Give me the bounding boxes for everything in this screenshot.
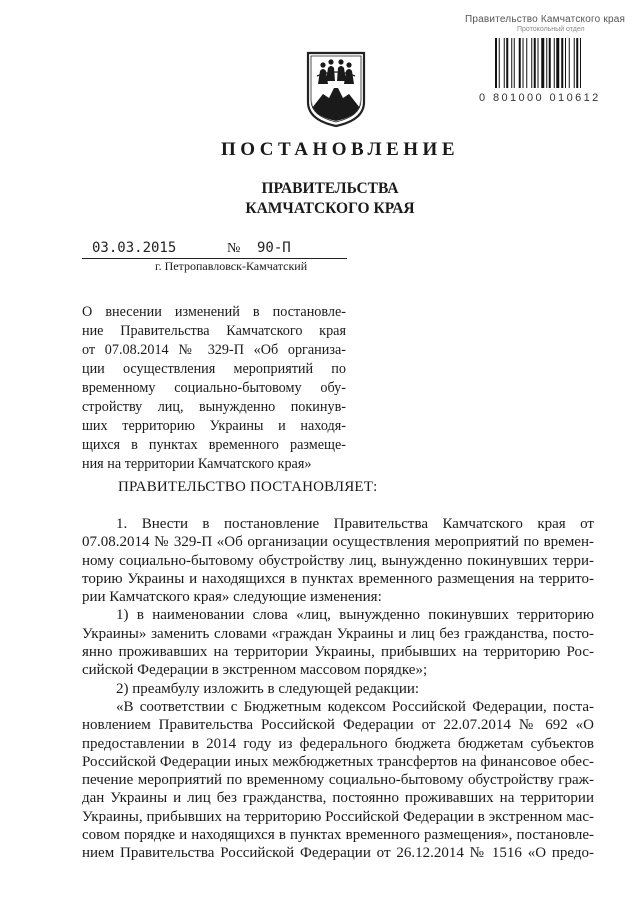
barcode-bar	[526, 38, 527, 88]
issuer-line-2: КАМЧАТСКОГО КРАЯ	[245, 200, 415, 217]
subject-line: ние Правительства Камчатского края	[82, 323, 346, 339]
body-line: Украины» заменить словами «граждан Украины и лиц без гражданства, посто-	[82, 625, 594, 642]
barcode-bar	[523, 38, 524, 88]
subject-line: ния на территории Камчатского края»	[82, 456, 312, 472]
date-number-line	[82, 240, 347, 259]
body-line: «В соответствии с Бюджетным кодексом Российской Федерации, поста-	[116, 698, 594, 715]
barcode-bar	[561, 38, 563, 88]
body-line: Российской Федерации иных межбюджетных трансфертов на финансовое обес-	[82, 753, 594, 770]
barcode-bar	[565, 38, 566, 88]
number-sign: №	[227, 241, 241, 256]
subject-line: щихся в пунктах временного размеще-	[82, 437, 346, 453]
barcode-bar	[495, 38, 497, 88]
city: г. Петропавловск-Камчатский	[155, 259, 308, 273]
subject-line: от 07.08.2014 № 329-П «Об организа-	[82, 342, 346, 358]
barcode-bar	[546, 38, 547, 88]
subject-line: временному социально-бытовому обу-	[82, 380, 346, 396]
body-line: новлением Правительства Российской Федерации от 22.07.2014 № 692 «О	[82, 717, 594, 734]
barcode-bar	[519, 38, 521, 88]
registration-stamp	[465, 14, 635, 104]
body-line: ному социально-бытовому обустройству лиц, вынужденно покинувших терри-	[82, 552, 594, 569]
body-line: совом порядке и находящихся в пунктах временного размещения», постановле-	[82, 827, 594, 844]
barcode-bar	[511, 38, 512, 88]
body-line: 2) преамбулу изложить в следующей редакции:	[116, 680, 420, 697]
subject-line: ции осуществления мероприятий по	[82, 361, 346, 377]
subject-line: ших территорию Украины и находя-	[82, 418, 346, 434]
body-line: янно проживавших на территории Украины, прибывших на территорию Рос-	[82, 644, 594, 661]
barcode-bar	[514, 38, 515, 88]
document-title: ПОСТАНОВЛЕНИЕ	[220, 139, 460, 160]
stamp-sub: Протокольный отдел	[517, 26, 585, 33]
body-line: 1) в наименовании слова «лиц, вынужденно покинувших территорию	[116, 607, 594, 624]
barcode-bar	[549, 38, 551, 88]
body-line: предоставлении в 2014 году из федерального бюджета бюджетам субъектов	[82, 735, 594, 752]
barcode-bar	[499, 38, 500, 88]
barcode-bar	[531, 38, 532, 88]
subject-line: стройству лиц, вынужденно покинув-	[82, 399, 346, 415]
barcode-bar	[556, 38, 559, 88]
barcode-bar	[506, 38, 508, 88]
barcode-bar	[576, 38, 578, 88]
body-line: сийской Федерации в экстренном массовом порядке»;	[82, 662, 428, 679]
barcode	[495, 38, 610, 88]
barcode-bar	[534, 38, 536, 88]
barcode-bar	[569, 38, 570, 88]
body-line: 07.08.2014 № 329-П «Об организации осуществления мероприятий по времен-	[82, 534, 594, 551]
barcode-bar	[504, 38, 505, 88]
document-body	[82, 515, 594, 863]
document-number: 90-П	[257, 240, 291, 256]
barcode-bar	[580, 38, 581, 88]
document-subject	[82, 303, 346, 474]
stamp-org: Правительство Камчатского края	[465, 14, 626, 25]
document-date: 03.03.2015	[92, 240, 177, 256]
body-line: 1. Внести в постановление Правительства Камчатского края от	[116, 516, 594, 532]
kamchatka-coat-of-arms-icon	[305, 50, 367, 128]
barcode-bar	[538, 38, 539, 88]
body-line: Украины, прибывших на территорию Российской Федерации в экстренном мас-	[82, 808, 594, 825]
body-line: печение мероприятий по временному социально-бытовому обустройству граж-	[82, 772, 594, 789]
body-line: нием Правительства Российской Федерации от 26.12.2014 № 1516 «О предо-	[82, 845, 594, 862]
body-line: дан Украины и лиц без гражданства, постоянно проживавших на территории	[82, 790, 594, 807]
barcode-bar	[541, 38, 544, 88]
barcode-bar	[554, 38, 555, 88]
barcode-bar	[574, 38, 575, 88]
issuer-line-1: ПРАВИТЕЛЬСТВА	[261, 180, 399, 197]
resolve-heading: ПРАВИТЕЛЬСТВО ПОСТАНОВЛЯЕТ:	[118, 479, 378, 495]
barcode-number: 0 801000 010612	[479, 92, 601, 104]
subject-line: О внесении изменений в постановле-	[82, 304, 346, 320]
body-line: торию Украины и находящихся в пунктах временного размещения на террито-	[82, 570, 594, 587]
body-line: рии Камчатского края» следующие изменения:	[82, 589, 382, 606]
